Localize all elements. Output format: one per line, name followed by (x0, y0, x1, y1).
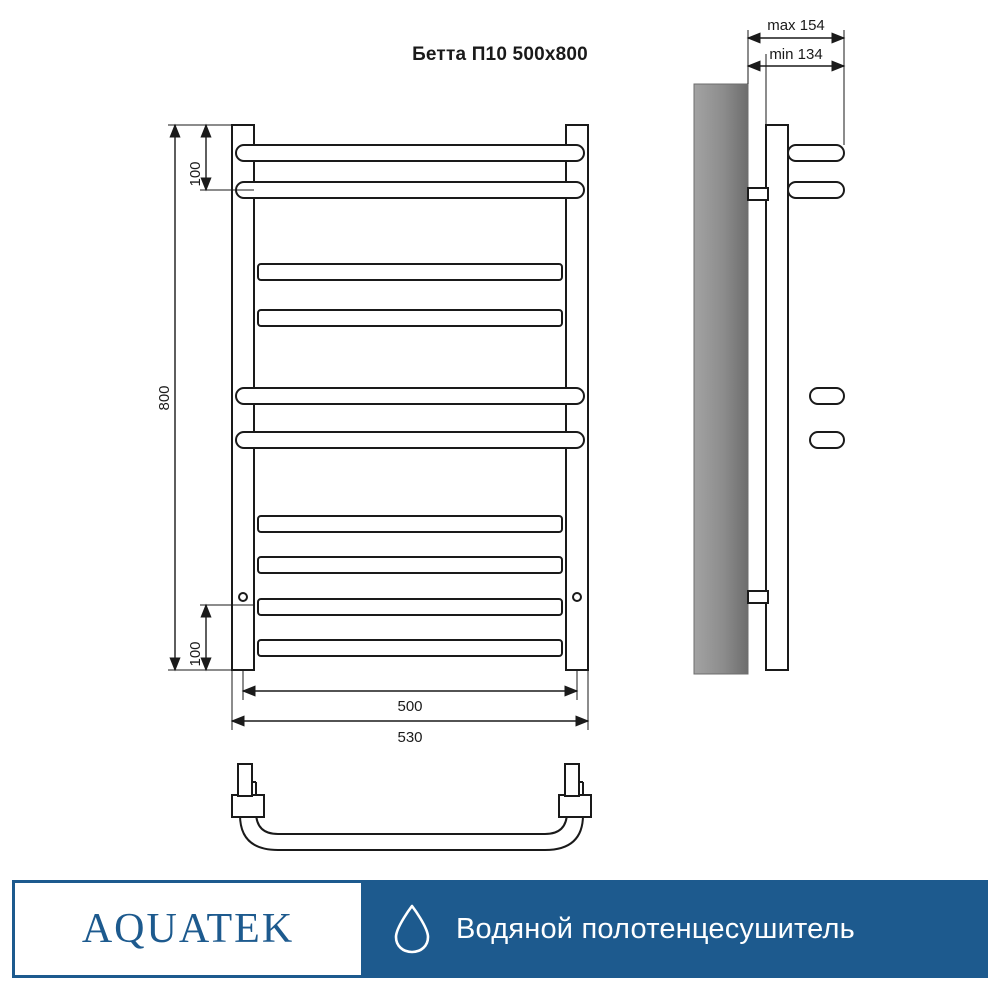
footer-band (12, 880, 988, 978)
top-right-collar (559, 795, 591, 817)
top-view-group (232, 764, 591, 850)
top-right-stem (565, 764, 579, 796)
top-left-collar (232, 795, 264, 817)
dim-label-width-530: 530 (397, 729, 423, 746)
page-title: Бетта П10 500x800 (412, 44, 588, 65)
top-outer-tube (240, 782, 583, 850)
side-view-group (694, 17, 844, 674)
top-left-stem (238, 764, 252, 796)
dim-label-bottom-100: 100 (187, 641, 204, 667)
top-inner-tube (256, 782, 567, 834)
brand-logo-text: AQUATEK (81, 906, 295, 952)
dim-label-max-154: max 154 (767, 17, 825, 34)
dim-label-min-134: min 134 (769, 46, 823, 63)
dim-label-top-100: 100 (187, 161, 204, 187)
dim-label-width-500: 500 (397, 698, 423, 715)
dim-label-height-800: 800 (156, 385, 173, 411)
side-post (766, 125, 788, 670)
water-drop-icon (390, 900, 434, 958)
front-view-group (156, 125, 588, 746)
side-rungs (788, 145, 844, 448)
brand-logo (12, 880, 364, 978)
side-wall-block (694, 84, 748, 674)
front-rungs (236, 145, 584, 656)
footer-caption-text: Водяной полотенцесушитель (456, 912, 855, 945)
side-bracket-bottom (748, 591, 768, 603)
side-bracket-top (748, 188, 768, 200)
footer-caption-bar (364, 880, 988, 978)
